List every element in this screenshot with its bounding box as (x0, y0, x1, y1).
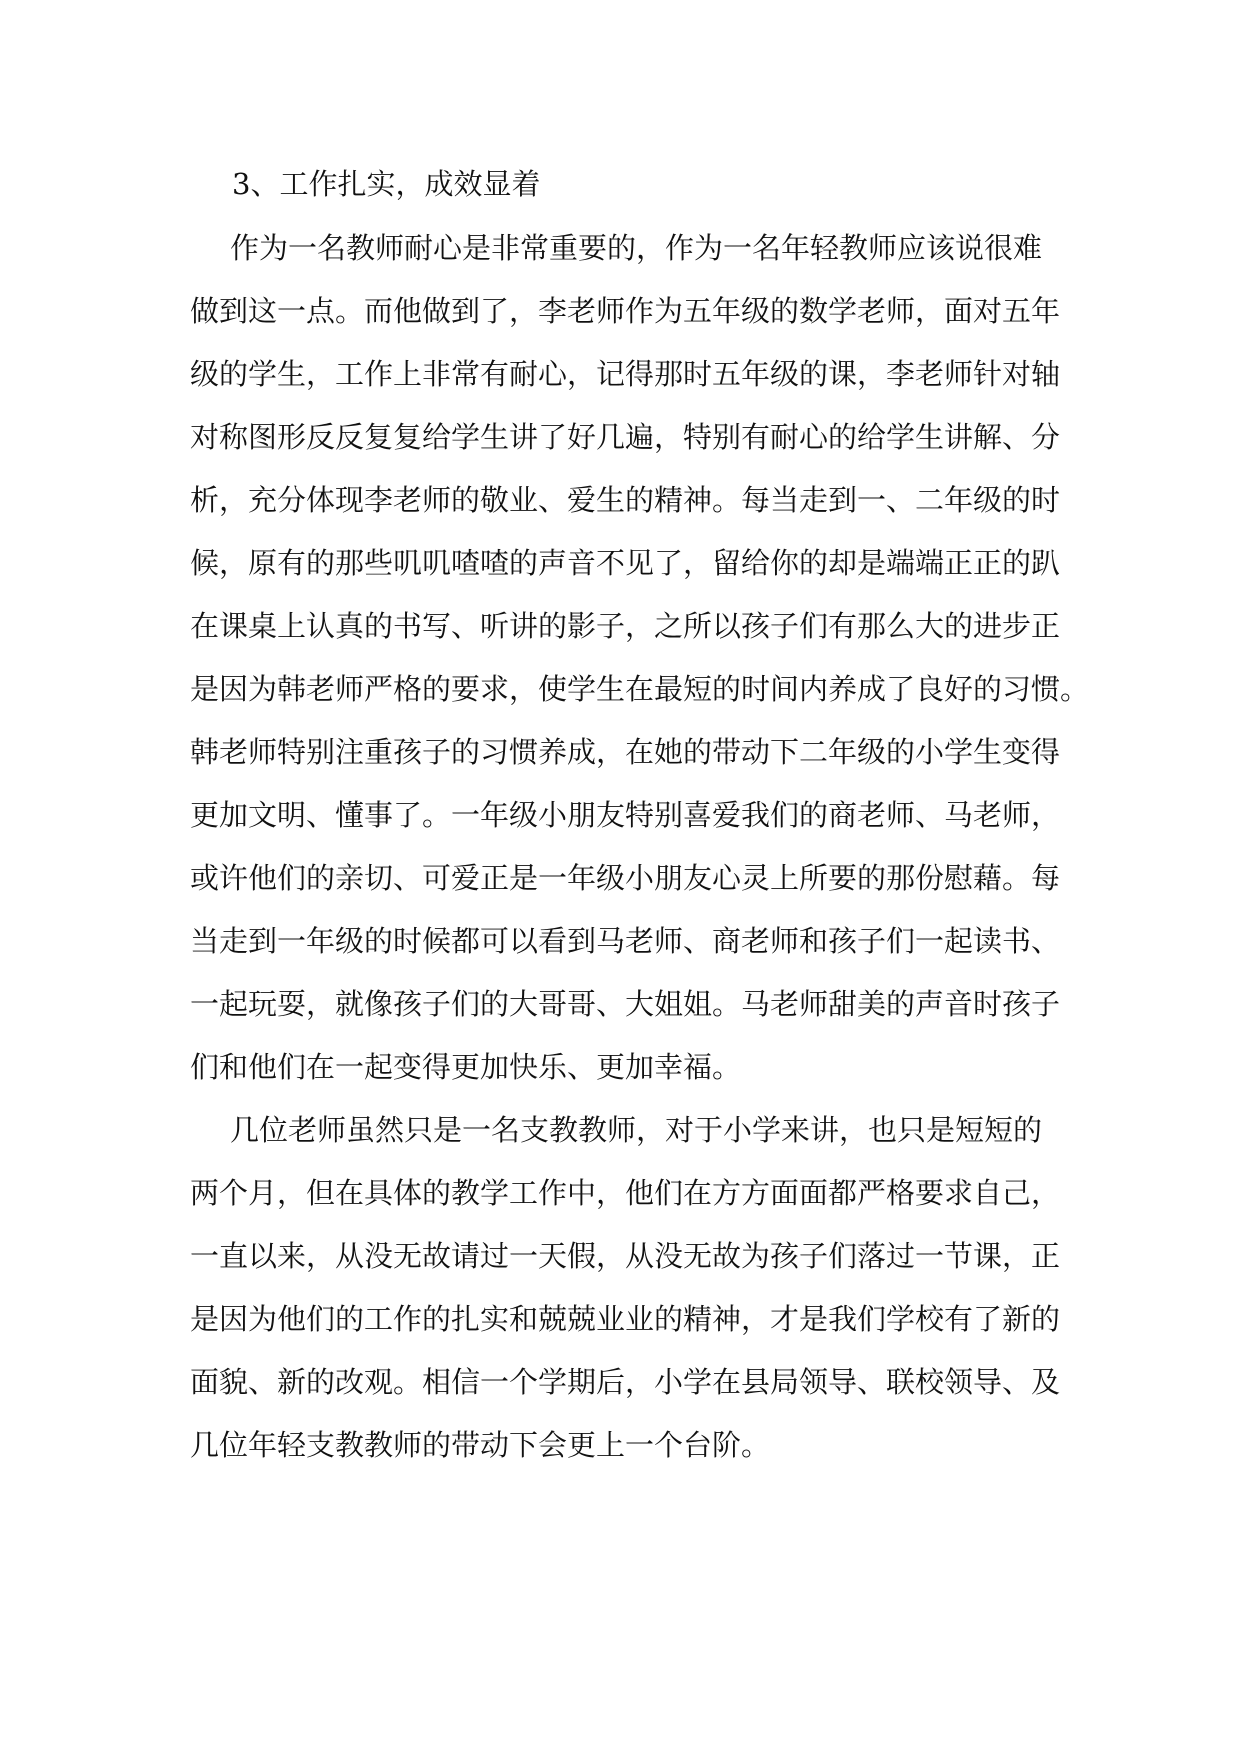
paragraph-2-line-1: 几位老师虽然只是一名支教教师，对于小学来讲，也只是短短的 (230, 1113, 1043, 1147)
paragraph-1-line-3: 级的学生，工作上非常有耐心，记得那时五年级的课，李老师针对轴 (190, 357, 1061, 391)
paragraph-1-line-7: 在课桌上认真的书写、听讲的影子，之所以孩子们有那么大的进步正 (190, 609, 1061, 643)
paragraph-1-line-1: 作为一名教师耐心是非常重要的，作为一名年轻教师应该说很难 (230, 231, 1043, 265)
paragraph-1-line-6: 候，原有的那些叽叽喳喳的声音不见了，留给你的却是端端正正的趴 (190, 546, 1061, 580)
paragraph-2-line-5: 面貌、新的改观。相信一个学期后，小学在县局领导、联校领导、及 (190, 1365, 1061, 1399)
paragraph-2-line-2: 两个月，但在具体的教学工作中，他们在方方面面都严格要求自己， (190, 1176, 1061, 1210)
paragraph-1-line-10: 更加文明、懂事了。一年级小朋友特别喜爱我们的商老师、马老师， (190, 798, 1061, 832)
paragraph-1-line-12: 当走到一年级的时候都可以看到马老师、商老师和孩子们一起读书、 (190, 924, 1061, 958)
paragraph-2-line-6: 几位年轻支教教师的带动下会更上一个台阶。 (190, 1428, 771, 1462)
paragraph-1-line-9: 韩老师特别注重孩子的习惯养成，在她的带动下二年级的小学生变得 (190, 735, 1061, 769)
paragraph-2-line-4: 是因为他们的工作的扎实和兢兢业业的精神，才是我们学校有了新的 (190, 1302, 1061, 1336)
section-heading: 3、工作扎实，成效显着 (232, 167, 541, 201)
paragraph-1-line-4: 对称图形反反复复给学生讲了好几遍，特别有耐心的给学生讲解、分 (190, 420, 1061, 454)
paragraph-1-line-5: 析，充分体现李老师的敬业、爱生的精神。每当走到一、二年级的时 (190, 483, 1061, 517)
paragraph-1-line-14: 们和他们在一起变得更加快乐、更加幸福。 (190, 1050, 742, 1084)
paragraph-1-line-2: 做到这一点。而他做到了，李老师作为五年级的数学老师，面对五年 (190, 294, 1061, 328)
paragraph-1-line-13: 一起玩耍，就像孩子们的大哥哥、大姐姐。马老师甜美的声音时孩子 (190, 987, 1061, 1021)
paragraph-1-line-11: 或许他们的亲切、可爱正是一年级小朋友心灵上所要的那份慰藉。每 (190, 861, 1061, 895)
paragraph-1-line-8: 是因为韩老师严格的要求，使学生在最短的时间内养成了良好的习惯。 (190, 672, 1090, 706)
paragraph-2-line-3: 一直以来，从没无故请过一天假，从没无故为孩子们落过一节课，正 (190, 1239, 1061, 1273)
